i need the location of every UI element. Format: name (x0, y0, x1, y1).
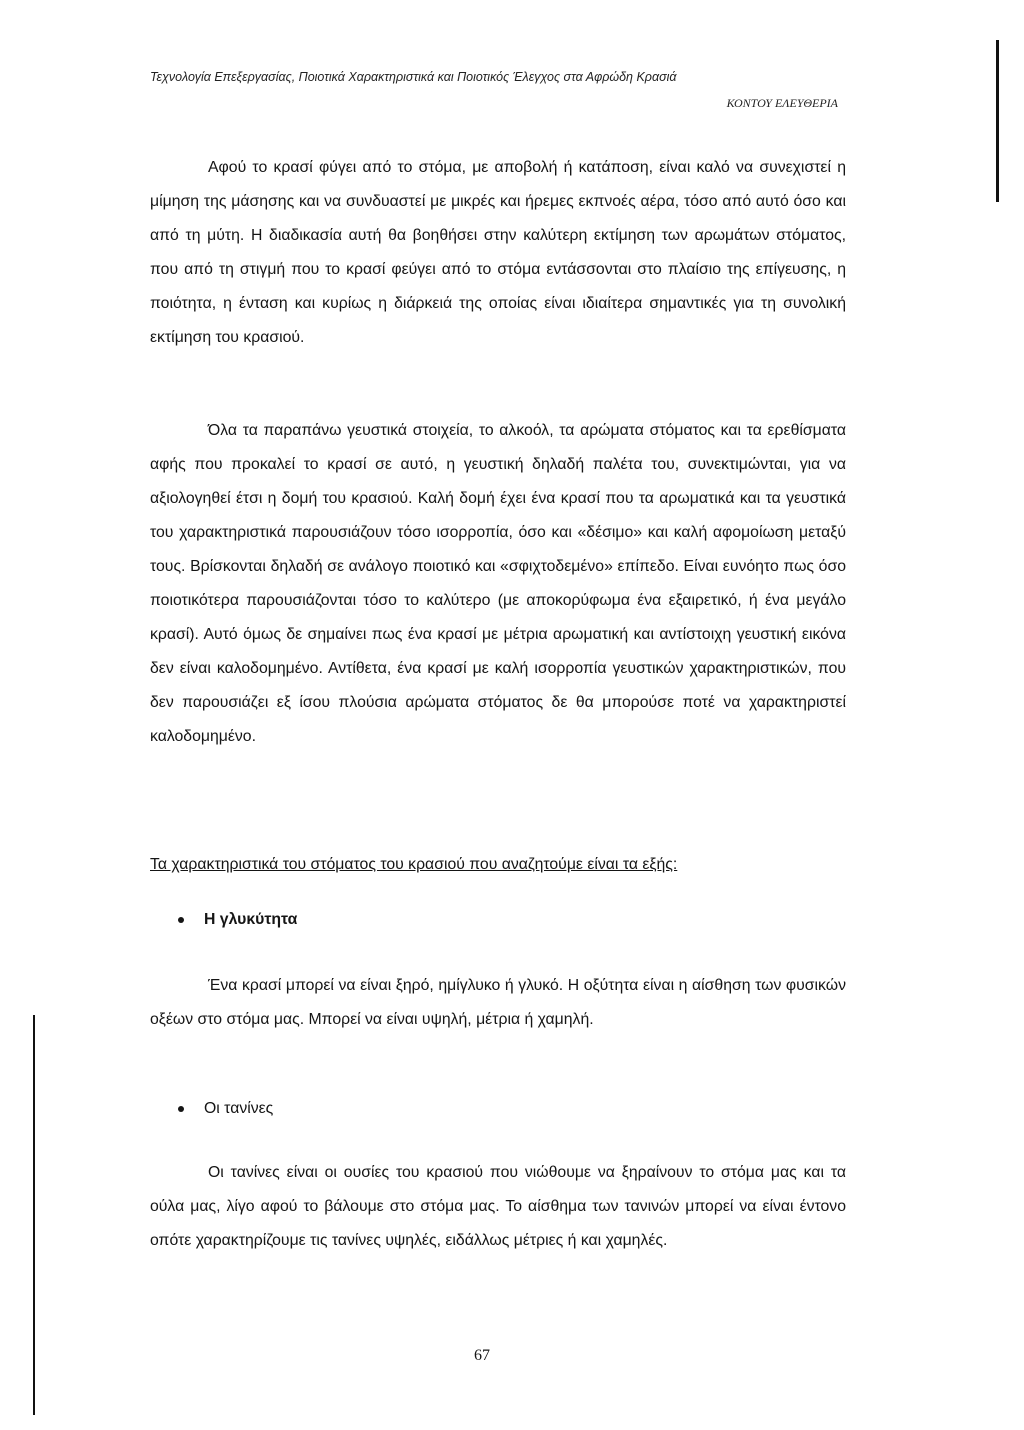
body-paragraph-tannins: Οι τανίνες είναι οι ουσίες του κρασιού που νιώθουμε να ξηραίνουν το στόμα μας και τα ούλα μας, λίγο αφού το βάλουμε στο στόμα μας. Το αίσθημα των τανινών μπορεί να είναι έντονο οπότε χαρακτηρίζουμε τις τανίνες υψηλές, ειδάλλως μέτριες ή και χαμηλές. (150, 1164, 846, 1249)
page-number: 67 (474, 1347, 490, 1364)
body-paragraph-sweetness: Ένα κρασί μπορεί να είναι ξηρό, ημίγλυκο ή γλυκό. Η οξύτητα είναι η αίσθηση των φυσικών οξέων στο στόμα μας. Μπορεί να είναι υψηλή, μέτρια ή χαμηλή. (150, 977, 846, 1028)
section-heading-mouth-characteristics: Τα χαρακτηριστικά του στόματος του κρασιού που αναζητούμε είναι τα εξής: (150, 856, 678, 873)
bullet-dot-icon (178, 917, 184, 923)
bullet-item-tannins (178, 1100, 273, 1118)
body-paragraph-structure: Όλα τα παραπάνω γευστικά στοιχεία, το αλκοόλ, τα αρώματα στόματος και τα ερεθίσματα αφής που προκαλεί το κρασί σε αυτό, η γευστική δηλαδή παλέτα του, συνεκτιμώνται, για να αξιολογηθεί έτσι η δομή του κρασιού. Καλή δομή έχει ένα κρασί που τα αρωματικά και τα γευστικά του χαρακτηριστικά παρουσιάζουν τόσο ισορροπία, όσο και «δέσιμο» και καλή αφομοίωση μεταξύ τους. Βρίσκονται δηλαδή σε ανάλογο ποιοτικό και «σφιχτοδεμένο» επίπεδο. Είναι ευνόητο πως όσο ποιοτικότερα παρουσιάζονται τόσο το καλύτερο (με αποκορύφωμα ένα εξαιρετικό, ή ένα μεγάλο κρασί). Αυτό όμως δε σημαίνει πως ένα κρασί με μέτρια αρωματική και αντίστοιχη γευστική εικόνα δεν είναι καλοδομημένο. Αντίθετα, ένα κρασί με καλή ισορροπία γευστικών χαρακτηριστικών, που δεν παρουσιάζει εξ ίσου πλούσια αρώματα στόματος δε θα μπορούσε ποτέ να χαρακτηριστεί καλοδομημένο. (150, 422, 846, 745)
margin-rule-right (996, 40, 999, 202)
body-paragraph-aftertaste: Αφού το κρασί φύγει από το στόμα, με αποβολή ή κατάποση, είναι καλό να συνεχιστεί η μίμηση της μάσησης και να συνδυαστεί με μικρές και ήρεμες εκπνοές αέρα, τόσο από αυτό όσο και από τη μύτη. Η διαδικασία αυτή θα βοηθήσει στην καλύτερη εκτίμηση των αρωμάτων στόματος, που από τη στιγμή που το κρασί φεύγει από το στόμα εντάσσονται στο πλαίσιο της επίγευσης, η ποιότητα, η ένταση και κυρίως η διάρκειά της οποίας είναι ιδιαίτερα σημαντικές για τη συνολική εκτίμηση του κρασιού. (150, 159, 846, 346)
margin-rule-left (33, 1015, 35, 1415)
bullet-label-sweetness: Η γλυκύτητα (204, 911, 298, 928)
running-header-title: Τεχνολογία Επεξεργασίας, Ποιοτικά Χαρακτηριστικά και Ποιοτικός Έλεγχος στα Αφρώδη Κρασιά (150, 70, 677, 84)
bullet-item-sweetness (178, 911, 297, 929)
running-header-author: ΚΟΝΤΟΥ ΕΛΕΥΘΕΡΙΑ (726, 96, 838, 110)
bullet-label-tannins: Οι τανίνες (204, 1100, 274, 1117)
bullet-dot-icon (178, 1106, 184, 1112)
